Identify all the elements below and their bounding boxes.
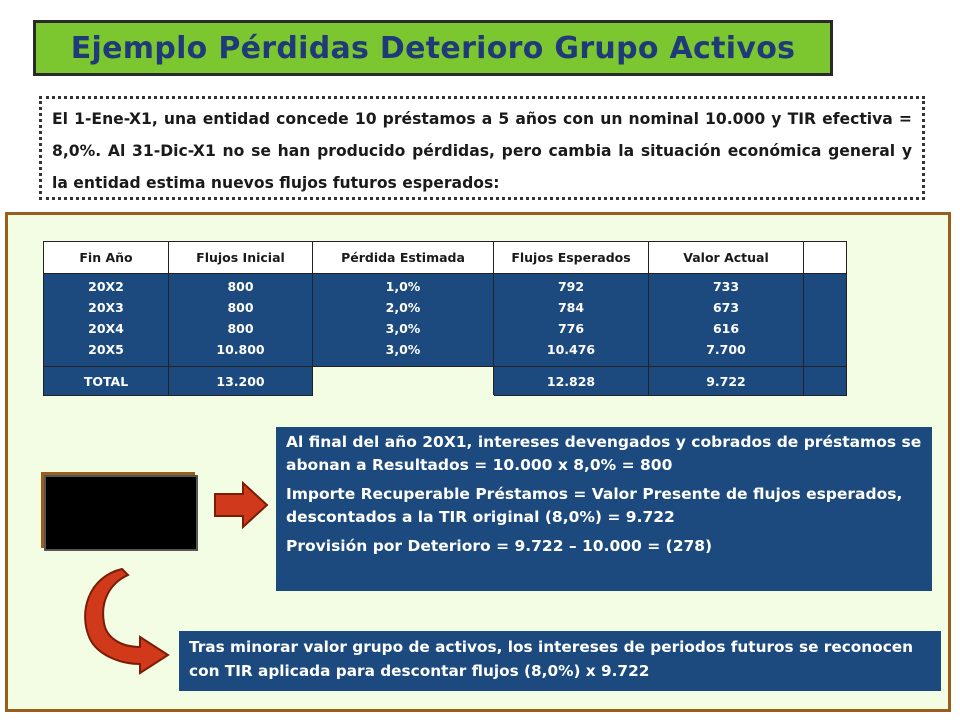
explanation-line-recoverable: Importe Recuperable Préstamos = Valor Presente de flujos esperados, descontados a la TIR original (8,0%) = 9.722 xyxy=(286,485,903,526)
present-value: 733 xyxy=(712,279,740,294)
present-value: 7.700 xyxy=(706,342,746,357)
header-perdida-estimada: Pérdida Estimada xyxy=(313,242,494,274)
loss-value: 3,0% xyxy=(385,321,421,336)
content-panel xyxy=(5,212,951,712)
years-cell xyxy=(44,274,169,367)
initial-flow-value: 800 xyxy=(227,300,254,315)
conclusion-box xyxy=(179,631,941,691)
total-expected: 12.828 xyxy=(494,367,649,396)
conclusion-text: Tras minorar valor grupo de activos, los intereses de periodos futuros se reconocen con TIR aplicada para descontar flujos (8,0%) x 9.722 xyxy=(189,638,914,680)
total-label: TOTAL xyxy=(44,367,169,396)
header-valor-actual: Valor Actual xyxy=(649,242,804,274)
table-row xyxy=(44,274,847,367)
black-placeholder-box xyxy=(44,475,198,551)
cash-flow-table xyxy=(43,241,847,396)
title-banner xyxy=(33,20,833,76)
expected-flow-value: 10.476 xyxy=(546,342,596,357)
intro-text: El 1-Ene-X1, una entidad concede 10 préstamos a 5 años con un nominal 10.000 y TIR efectiva = 8,0%. Al 31-Dic-X1 no se han producido pérdidas, pero cambia la situación económica general y la entidad estima nuevos flujos futuros esperados: xyxy=(52,110,912,192)
year-value: 20X4 xyxy=(88,321,124,336)
year-value: 20X2 xyxy=(88,279,124,294)
expected-flow-value: 792 xyxy=(557,279,585,294)
initial-flow-value: 800 xyxy=(227,279,254,294)
present-value: 616 xyxy=(712,321,740,336)
present-value-cell xyxy=(649,274,804,367)
year-value: 20X3 xyxy=(88,300,124,315)
expected-flow-value: 776 xyxy=(557,321,585,336)
header-flujos-inicial: Flujos Inicial xyxy=(169,242,313,274)
initial-flow-value: 800 xyxy=(227,321,254,336)
page-title: Ejemplo Pérdidas Deterioro Grupo Activos xyxy=(70,30,796,66)
header-flujos-esperados: Flujos Esperados xyxy=(494,242,649,274)
explanation-line-provision: Provisión por Deterioro = 9.722 – 10.000 = (278) xyxy=(286,537,713,555)
total-loss-blank xyxy=(313,367,494,396)
header-fin-ano: Fin Año xyxy=(44,242,169,274)
year-value: 20X5 xyxy=(88,342,124,357)
total-present: 9.722 xyxy=(649,367,804,396)
total-row xyxy=(44,367,847,396)
initial-flow-value: 10.800 xyxy=(216,342,265,357)
explanation-line-interest: Al final del año 20X1, intereses devengados y cobrados de préstamos se abonan a Resultados = 10.000 x 8,0% = 800 xyxy=(286,433,922,474)
estimated-loss-cell xyxy=(313,274,494,367)
intro-box xyxy=(39,96,925,200)
table-header-row xyxy=(44,242,847,274)
loss-value: 2,0% xyxy=(385,300,421,315)
expected-flow-value: 784 xyxy=(557,300,585,315)
explanation-box xyxy=(276,427,932,591)
total-initial: 13.200 xyxy=(169,367,313,396)
loss-value: 3,0% xyxy=(385,342,421,357)
empty-cell xyxy=(804,274,847,367)
present-value: 673 xyxy=(712,300,740,315)
expected-flows-cell xyxy=(494,274,649,367)
header-empty xyxy=(804,242,847,274)
curved-arrow-icon xyxy=(78,565,178,675)
arrow-right-icon xyxy=(213,480,269,530)
initial-flows-cell xyxy=(169,274,313,367)
loss-value: 1,0% xyxy=(385,279,421,294)
total-empty xyxy=(804,367,847,396)
